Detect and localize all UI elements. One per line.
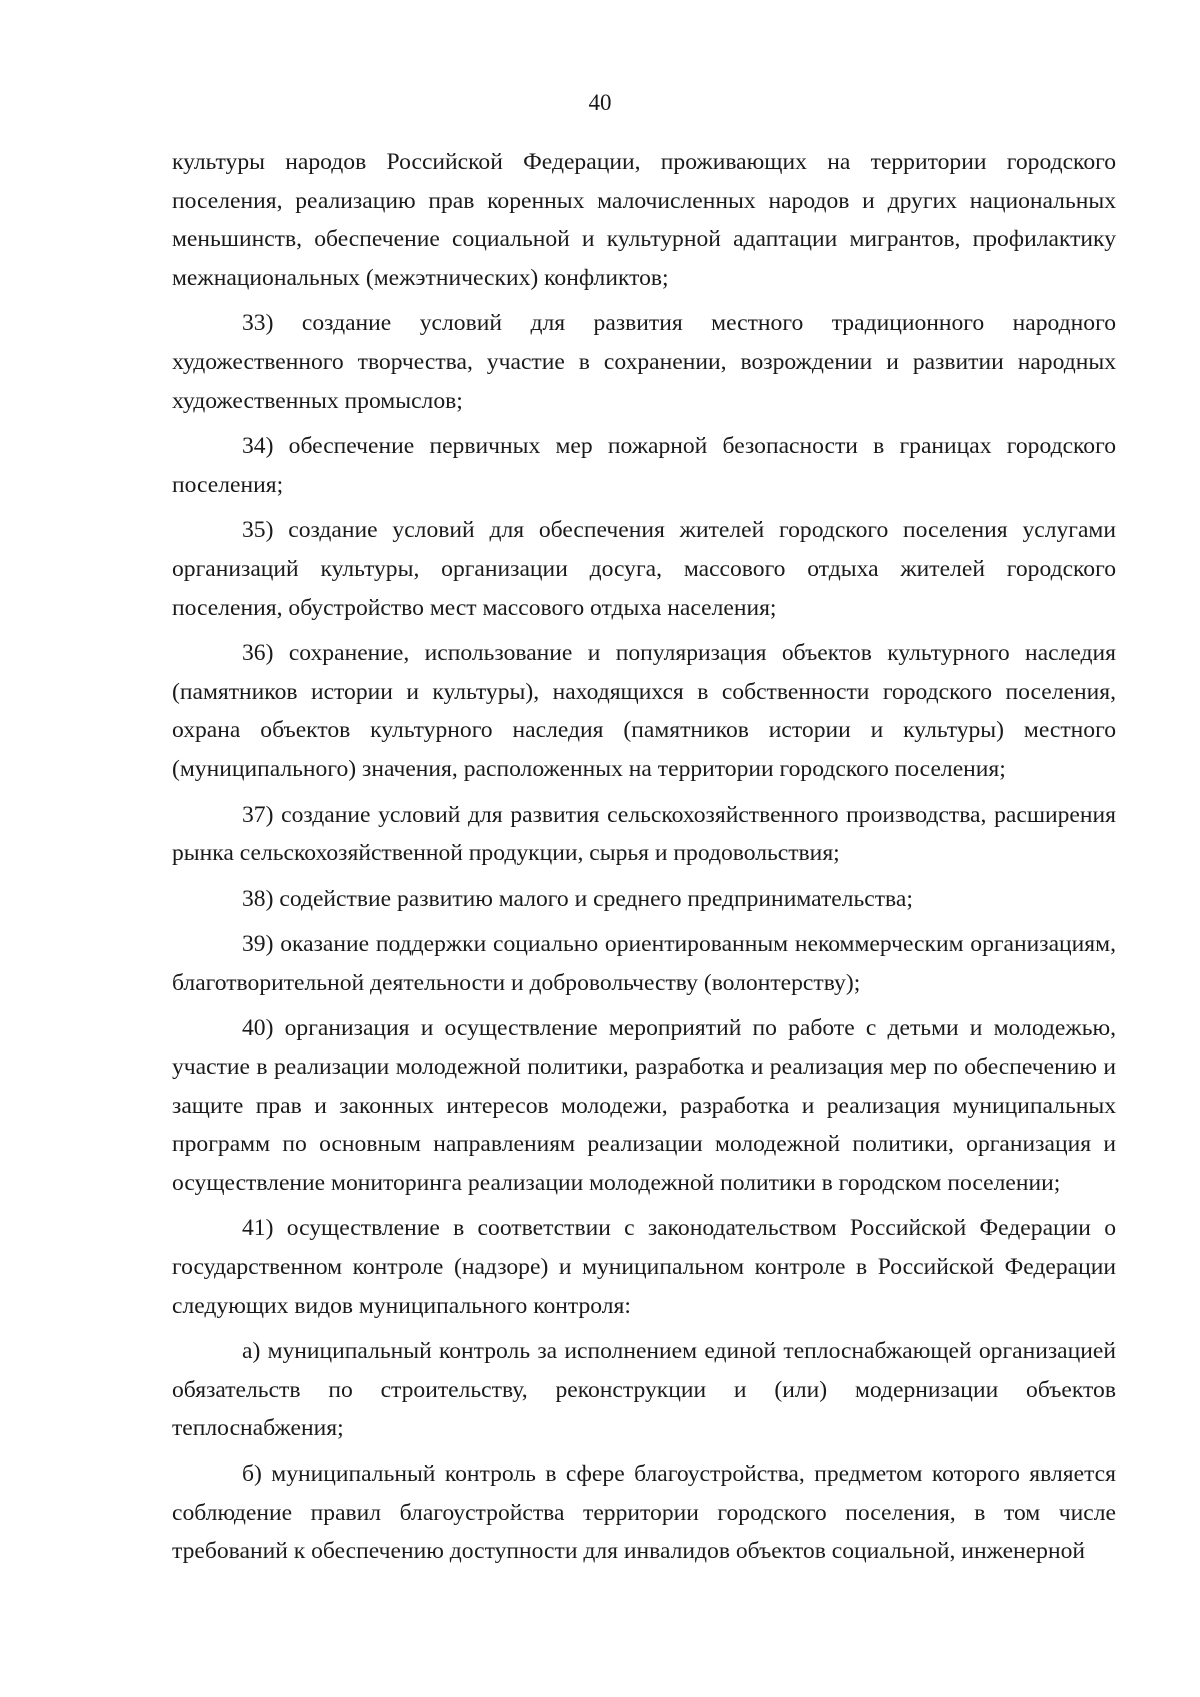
paragraph: 36) сохранение, использование и популяризация объектов культурного наследия (памятников истории и культуры), находящихся в собственности городского поселения, охрана объектов культурного наследия (памятников истории и культуры) местного (муниципального) значения, расположенных на территории городского поселения; bbox=[172, 640, 1116, 782]
paragraph: 34) обеспечение первичных мер пожарной безопасности в границах городского поселения; bbox=[172, 433, 1116, 498]
paragraph: 33) создание условий для развития местного традиционного народного художественного творчества, участие в сохранении, возрождении и развитии народных художественных промыслов; bbox=[172, 310, 1116, 414]
paragraph: 40) организация и осуществление мероприятий по работе с детьми и молодежью, участие в реализации молодежной политики, разработка и реализация мер по обеспечению и защите прав и законных интересов молодежи, разработка и реализация муниципальных программ по основным направлениям реализации молодежной политики, организация и осуществление мониторинга реализации молодежной политики в городском поселении; bbox=[172, 1015, 1116, 1196]
paragraph: 35) создание условий для обеспечения жителей городского поселения услугами организаций культуры, организации досуга, массового отдыха жителей городского поселения, обустройство мест массового отдыха населения; bbox=[172, 517, 1116, 621]
paragraph: б) муниципальный контроль в сфере благоустройства, предметом которого является соблюдение правил благоустройства территории городского поселения, в том числе требований к обеспечению доступности для инвалидов объектов социальной, инженерной bbox=[172, 1461, 1116, 1565]
paragraph: 38) содействие развитию малого и среднего предпринимательства; bbox=[242, 885, 913, 912]
document-body bbox=[172, 143, 1116, 1571]
paragraph: а) муниципальный контроль за исполнением единой теплоснабжающей организацией обязательств по строительству, реконструкции и (или) модернизации объектов теплоснабжения; bbox=[172, 1338, 1116, 1442]
paragraph: культуры народов Российской Федерации, проживающих на территории городского поселения, реализацию прав коренных малочисленных народов и других национальных меньшинств, обеспечение социальной и культурной адаптации мигрантов, профилактику межнациональных (межэтнических) конфликтов; bbox=[172, 149, 1116, 291]
paragraph: 39) оказание поддержки социально ориентированным некоммерческим организациям, благотворительной деятельности и добровольчеству (волонтерству); bbox=[172, 931, 1116, 996]
page-number: 40 bbox=[588, 90, 612, 115]
paragraph: 41) осуществление в соответствии с законодательством Российской Федерации о государственном контроле (надзоре) и муниципальном контроле в Российской Федерации следующих видов муниципального контроля: bbox=[172, 1215, 1116, 1319]
paragraph: 37) создание условий для развития сельскохозяйственного производства, расширения рынка сельскохозяйственной продукции, сырья и продовольствия; bbox=[172, 801, 1116, 867]
